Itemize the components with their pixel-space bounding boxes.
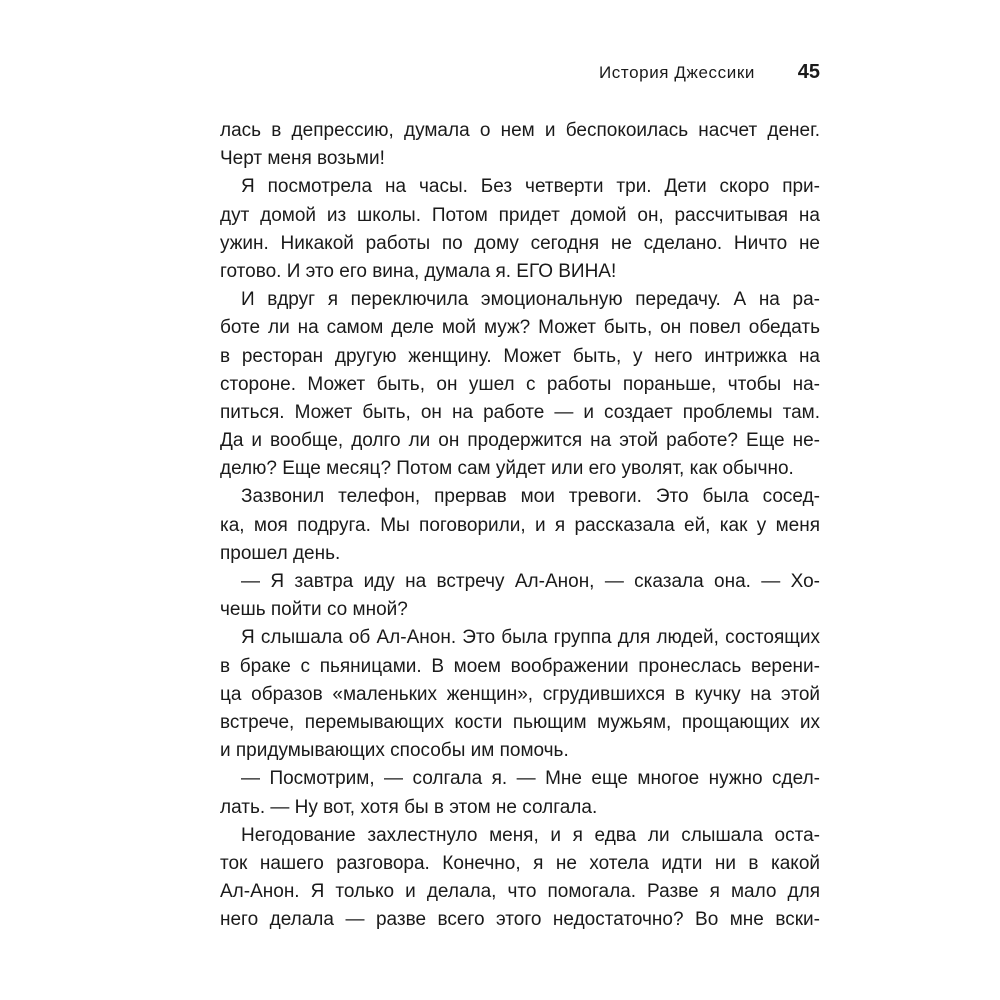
text-line: готово. И это его вина, думала я. ЕГО ВИНА! — [220, 260, 617, 282]
text-line: — Я завтра иду на встречу Ал-Анон, — сказала она. — Хо- — [241, 571, 820, 592]
text-line: ца образов «маленьких женщин», сгрудившихся в кучку на этой — [220, 683, 820, 705]
text-line: и придумывающих способы им помочь. — [220, 740, 569, 762]
text-line: Черт меня возьми! — [220, 148, 385, 170]
page-number: 45 — [797, 61, 820, 83]
text-line: Я слышала об Ал-Анон. Это была группа для людей, состоящих — [241, 627, 820, 649]
text-line: стороне. Может быть, он ушел с работы пораньше, чтобы на- — [220, 373, 820, 395]
text-line: в браке с пьяницами. В моем воображении пронеслась верени- — [220, 655, 820, 677]
text-line: боте ли на самом деле мой муж? Может быть, он повел обедать — [220, 317, 820, 339]
running-head-title: История Джессики — [598, 63, 755, 82]
text-line: ток нашего разговора. Конечно, я не хотела идти ни в какой — [220, 852, 820, 874]
text-line: дут домой из школы. Потом придет домой он, рассчитывая на — [220, 204, 820, 226]
text-line: И вдруг я переключила эмоциональную передачу. А на ра- — [241, 289, 820, 311]
text-line: встрече, перемывающих кости пьющим мужьям, прощающих их — [220, 711, 820, 733]
text-line: питься. Может быть, он на работе — и создает проблемы там. — [220, 401, 820, 423]
text-line: ужин. Никакой работы по дому сегодня не сделано. Ничто не — [220, 232, 820, 254]
text-line: Я посмотрела на часы. Без четверти три. Дети скоро при- — [241, 176, 820, 198]
text-line: лась в депрессию, думала о нем и беспокоилась насчет денег. — [220, 120, 820, 141]
text-line: Зазвонил телефон, прервав мои тревоги. Это была сосед- — [241, 486, 820, 508]
text-line: него делала — разве всего этого недостаточно? Во мне вски- — [220, 909, 820, 931]
text-line: делю? Еще месяц? Потом сам уйдет или его уволят, как обычно. — [220, 458, 794, 480]
text-line: прошел день. — [220, 542, 341, 564]
text-line: лать. — Ну вот, хотя бы в этом не солгала. — [220, 796, 598, 818]
running-head — [220, 61, 820, 89]
text-line: чешь пойти со мной? — [220, 599, 408, 621]
text-line: Негодование захлестнуло меня, и я едва ли слышала оста- — [241, 824, 820, 846]
text-line: Ал-Анон. Я только и делала, что помогала. Разве я мало для — [220, 881, 820, 903]
body-text — [220, 117, 820, 934]
text-line: в ресторан другую женщину. Может быть, у него интрижка на — [220, 345, 820, 367]
text-line: ка, моя подруга. Мы поговорили, и я рассказала ей, как у меня — [220, 514, 820, 536]
text-line: — Посмотрим, — солгала я. — Мне еще многое нужно сдел- — [241, 768, 820, 790]
text-line: Да и вообще, долго ли он продержится на этой работе? Еще не- — [220, 430, 820, 452]
